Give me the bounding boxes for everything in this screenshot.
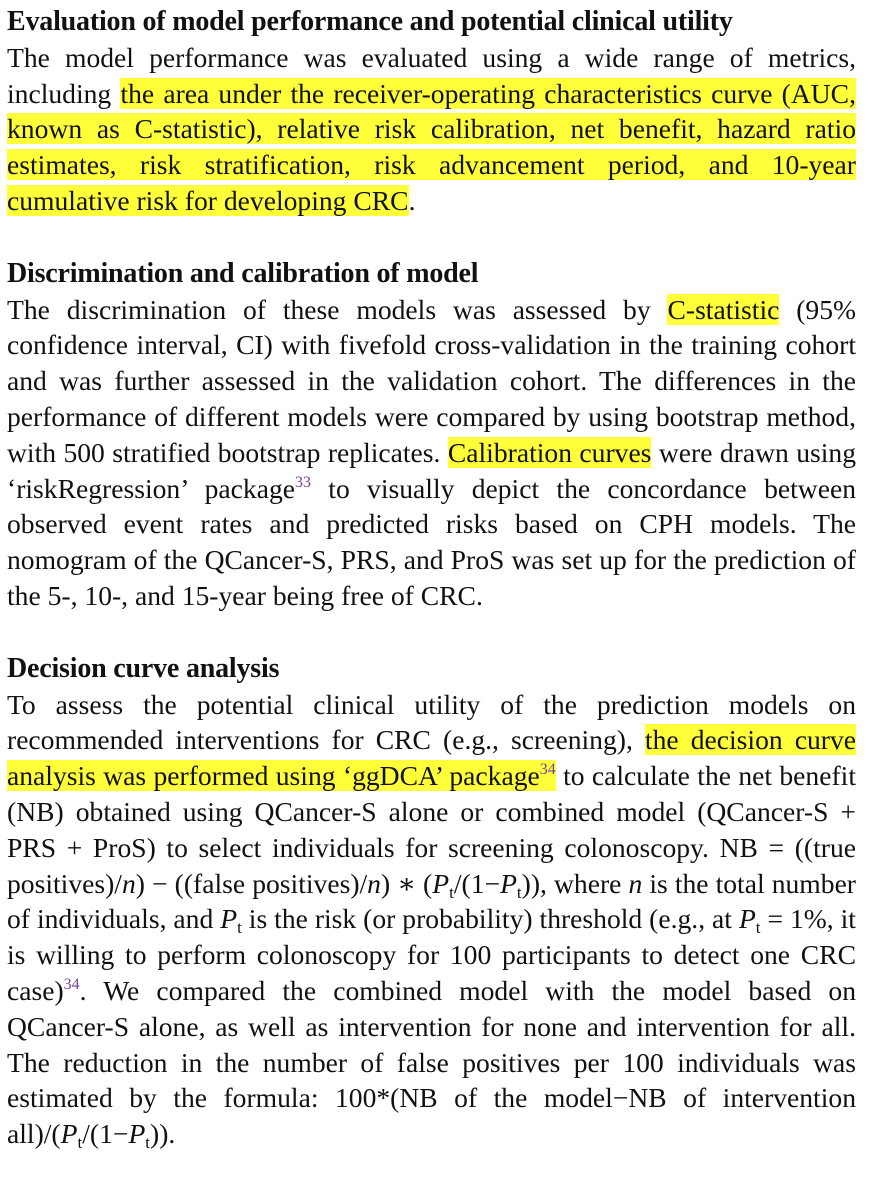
text-span: to calculate the net benefit (NB) obtained using QCancer-S alone or combined model (QCancer-S + PRS + ProS) to select individuals for screening colonoscopy. NB = ((true positives)/ bbox=[7, 760, 856, 899]
math-subscript-t: t bbox=[145, 1133, 151, 1153]
highlighted-text: the area under the receiver-operating characteristics curve (AUC, known as C-statistic), relative risk calibration, net benefit, hazard ratio estimates, risk stratification, risk advancement period, and 10-year cumulative risk for developing CRC bbox=[7, 77, 856, 216]
section-paragraph-discrimination bbox=[7, 292, 856, 614]
text-span: to visually depict the concordance between observed event rates and predicted risks based on CPH models. The nomogram of the QCancer-S, PRS, and ProS was set up for the prediction of the 5-, 10-, and 15-year being free of CRC. bbox=[7, 472, 857, 611]
section-paragraph-decision-curve bbox=[7, 687, 856, 1152]
section-evaluation bbox=[7, 4, 856, 219]
math-subscript-t: t bbox=[516, 882, 522, 902]
math-variable-n: n bbox=[121, 867, 136, 899]
section-heading-decision-curve: Decision curve analysis bbox=[7, 652, 280, 684]
text-span: )), where bbox=[521, 867, 629, 899]
citation-ref[interactable]: 33 bbox=[295, 473, 312, 491]
text-span: /(1− bbox=[82, 1118, 129, 1150]
text-span: ) ∗ ( bbox=[380, 867, 433, 899]
math-variable-p: P bbox=[432, 867, 450, 899]
highlighted-text: Calibration curves bbox=[447, 436, 652, 468]
text-span: The discrimination of these models was assessed by bbox=[7, 293, 668, 325]
math-variable-p: P bbox=[60, 1118, 78, 1150]
section-decision-curve bbox=[7, 651, 856, 1152]
section-discrimination bbox=[7, 256, 856, 614]
math-variable-n: n bbox=[367, 867, 381, 899]
section-paragraph-evaluation bbox=[7, 40, 856, 219]
citation-ref[interactable]: 34 bbox=[539, 761, 556, 779]
math-subscript-t: t bbox=[77, 1133, 83, 1153]
math-variable-p: P bbox=[738, 903, 756, 935]
math-variable-p: P bbox=[128, 1118, 146, 1150]
math-subscript-t: t bbox=[237, 918, 242, 938]
highlighted-text-span: the decision curve analysis was performed using ‘ggDCA’ package bbox=[7, 724, 857, 792]
citation-ref[interactable]: 34 bbox=[63, 975, 80, 993]
text-span: . bbox=[408, 184, 416, 216]
math-variable-n: n bbox=[628, 867, 643, 899]
text-span: . We compared the combined model with the model based on QCancer-S alone, as well as intervention for none and intervention for all. The reduction in the number of false positives per 100 individuals was estimated by the formula: 100*(NB of the model−NB of intervention all)/( bbox=[7, 974, 856, 1150]
text-span: /(1− bbox=[453, 867, 501, 899]
text-span: )). bbox=[150, 1118, 176, 1150]
math-variable-p: P bbox=[500, 867, 517, 899]
math-subscript-t: t bbox=[449, 882, 454, 902]
section-heading-evaluation: Evaluation of model performance and potential clinical utility bbox=[7, 6, 733, 37]
text-span: is the risk (or probability) threshold (e.g., at bbox=[241, 903, 739, 935]
text-span: (95% confidence interval, CI) with fivefold cross-validation in the training cohort and was further assessed in the validation cohort. The differences in the performance of different models were compared by using bootstrap method, with 500 stratified bootstrap replicates. bbox=[7, 293, 856, 468]
text-span: = 1%, it is willing to perform colonoscopy for 100 participants to detect one CRC case) bbox=[7, 903, 856, 1006]
math-variable-p: P bbox=[220, 903, 238, 935]
highlighted-text: C-statistic bbox=[667, 293, 780, 325]
text-span: is the total number of individuals, and bbox=[7, 867, 857, 935]
text-span: To assess the potential clinical utility of the prediction models on recommended interventions for CRC (e.g., screening), bbox=[7, 688, 856, 756]
text-span: The model performance was evaluated using a wide range of metrics, including bbox=[7, 41, 856, 109]
math-subscript-t: t bbox=[755, 918, 761, 938]
text-span: ) − ((false positives)/ bbox=[135, 867, 368, 899]
section-heading-discrimination: Discrimination and calibration of model bbox=[7, 257, 479, 289]
text-span: were drawn using ‘riskRegression’ package bbox=[7, 436, 857, 504]
